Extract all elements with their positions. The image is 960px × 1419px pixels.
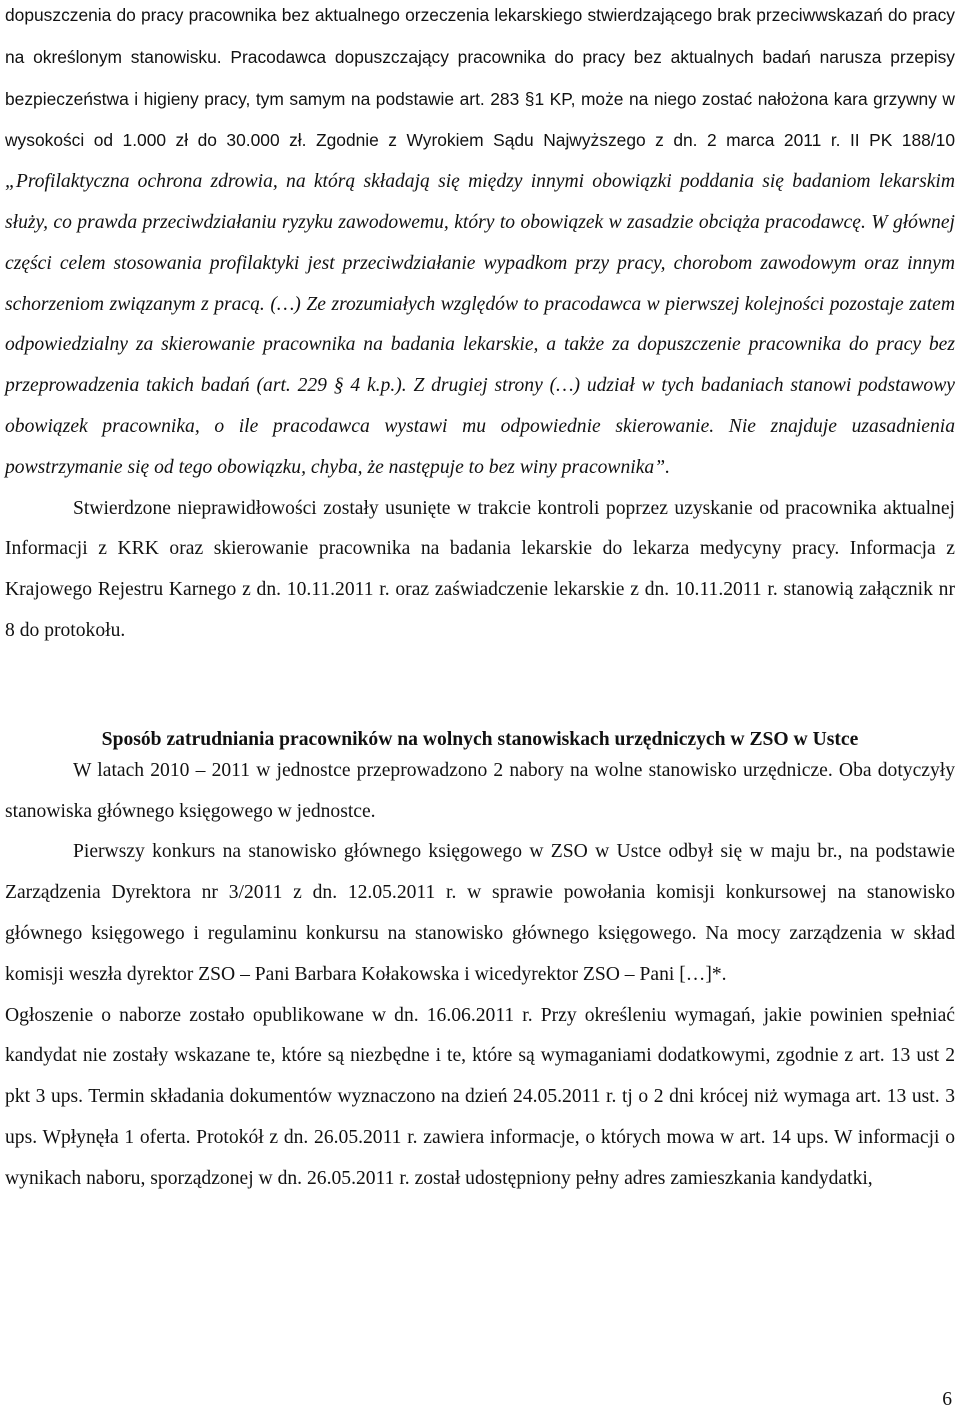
paragraph-intro-text: dopuszczenia do pracy pracownika bez aktualnego orzeczenia lekarskiego stwierdzającego brak przeciwwskazań do pracy na określonym stanowisku. Pracodawca dopuszczający pracownika do pracy bez aktualnych badań narusza przepisy bezpieczeństwa i higieny pracy, tym samym na podstawie art. 283 §1 KP, może na niego zostać nałożona kara grzywny w wysokości od 1.000 zł do 30.000 zł. Zgodnie z Wyrokiem Sądu Najwyższego z dn. 2 marca 2011 r. II PK 188/10	[5, 5, 955, 151]
court-ruling-quote: „Profilaktyczna ochrona zdrowia, na którą składają się między innymi obowiązki poddania się badaniom lekarskim służy, co prawda przeciwdziałaniu ryzyku zawodowemu, który to obowiązek w zasadzie obciąża pracodawcę. W głównej części celem stosowania profilaktyki jest przeciwdziałanie wypadkom przy pracy, chorobom zawodowym oraz innym schorzeniom związanym z pracą. (…) Ze zrozumiałych względów to pracodawca w pierwszej kolejności pozostaje zatem odpowiedzialny za skierowanie pracownika na badania lekarskie, a także za dopuszczenie pracownika do pracy bez przeprowadzenia takich badań (art. 229 § 4 k.p.). Z drugiej strony (…) udział w tych badaniach stanowi podstawowy obowiązek pracownika, o ile pracodawca wystawi mu odpowiednie skierowanie. Nie znajduje uzasadnienia powstrzymanie się od tego obowiązku, chyba, że następuje to bez winy pracownika”.	[5, 171, 955, 478]
paragraph-recruitments: W latach 2010 – 2011 w jednostce przeprowadzono 2 nabory na wolne stanowisko urzędnicze. Oba dotyczyły stanowiska głównego księgowego w jednostce.	[5, 759, 955, 822]
paragraph-irregularities-removed: Stwierdzone nieprawidłowości zostały usunięte w trakcie kontroli poprzez uzyskanie od pracownika aktualnej Informacji z KRK oraz skierowanie pracownika na badania lekarskie do lekarza medycyny pracy. Informacja z Krajowego Rejestru Karnego z dn. 10.11.2011 r. oraz zaświadczenie lekarskie z dn. 10.11.2011 r. stanowią załącznik nr 8 do protokołu.	[5, 497, 955, 641]
paragraph-first-competition: Pierwszy konkurs na stanowisko głównego księgowego w ZSO w Ustce odbył się w maju br., na podstawie Zarządzenia Dyrektora nr 3/2011 z dn. 12.05.2011 r. w sprawie powołania komisji konkursowej na stanowisko głównego księgowego i regulaminu konkursu na stanowisko głównego księgowego. Na mocy zarządzenia w skład komisji weszła dyrektor ZSO – Pani Barbara Kołakowska i wicedyrektor ZSO – Pani […]*.	[5, 841, 955, 985]
document-page	[5, 0, 955, 1200]
paragraph-court-ruling	[5, 0, 955, 489]
section-heading: Sposób zatrudniania pracowników na wolnych stanowiskach urzędniczych w ZSO w Ustce	[101, 728, 859, 750]
paragraph-announcement: Ogłoszenie o naborze zostało opublikowane w dn. 16.06.2011 r. Przy określeniu wymagań, jakie powinien spełniać kandydat nie zostały wskazane te, które są niezbędne i te, które są wymaganiami dodatkowymi, zgodnie z art. 13 ust 2 pkt 3 ups. Termin składania dokumentów wyznaczono na dzień 24.05.2011 r. tj o 2 dni krócej niż wymaga art. 13 ust. 3 ups. Wpłynęła 1 oferta. Protokół z dn. 26.05.2011 r. zawiera informacje, o których mowa w art. 14 ups. W informacji o wynikach naboru, sporządzonej w dn. 26.05.2011 r. został udostępniony pełny adres zamieszkania kandydatki,	[5, 1004, 955, 1189]
page-number: 6	[942, 1389, 952, 1410]
